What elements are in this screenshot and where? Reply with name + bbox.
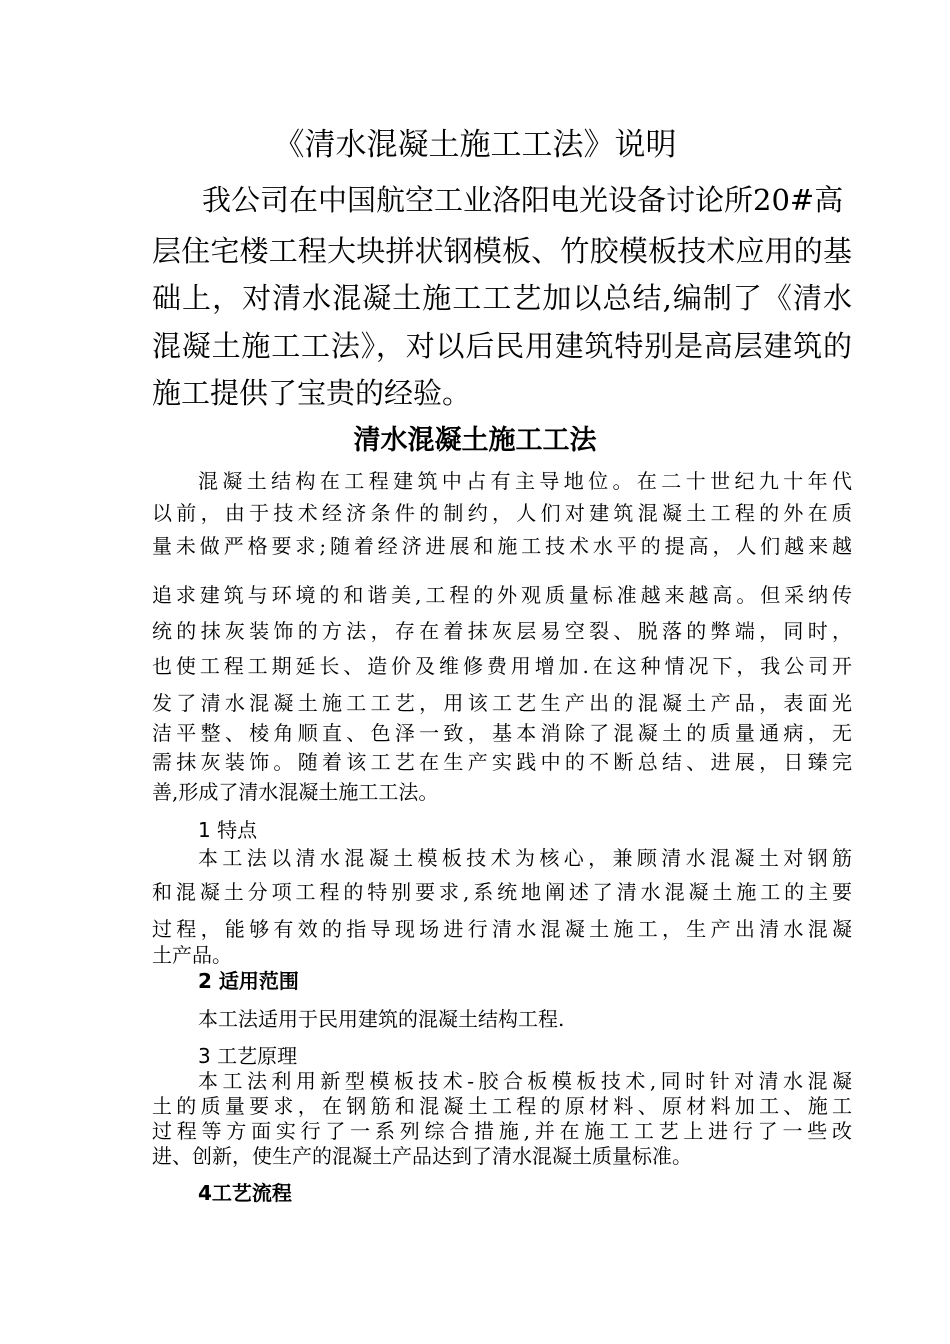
principle-line: 土的质量要求，在钢筋和混凝土工程的原材料、原材料加工、施工 <box>152 1094 852 1118</box>
intro-line: 施工提供了宝贵的经验。 <box>152 376 472 410</box>
features-line: 和混凝土分项工程的特别要求,系统地阐述了清水混凝土施工的主要 <box>152 880 852 904</box>
principle-line: 过程等方面实行了一系列综合措施,并在施工工艺上进行了一些改 <box>152 1119 852 1143</box>
intro-line: 础上，对清水混凝土施工工艺加以总结,编制了《清水 <box>152 281 852 315</box>
intro-line: 混凝土施工工法》，对以后民用建筑特别是高层建筑的 <box>152 329 852 363</box>
section-heading-flow: 4工艺流程 <box>198 1181 292 1205</box>
section-heading-scope: 2 适用范围 <box>198 969 299 993</box>
intro-line: 层住宅楼工程大块拼状钢模板、竹胶模板技术应用的基 <box>152 234 852 268</box>
overview-line: 追求建筑与环境的和谐美,工程的外观质量标准越来越高。但采纳传 <box>152 583 852 607</box>
section-heading-features: 1 特点 <box>198 818 258 842</box>
overview-line: 也使工程工期延长、造价及维修费用增加.在这种情况下，我公司开 <box>152 654 852 678</box>
overview-line: 发了清水混凝土施工工艺，用该工艺生产出的混凝土产品，表面光 <box>152 691 852 715</box>
section-heading-principle: 3 工艺原理 <box>198 1044 298 1068</box>
overview-line: 善,形成了清水混凝土施工工法。 <box>152 780 439 804</box>
overview-line: 以前，由于技术经济条件的制约，人们对建筑混凝土工程的外在质 <box>152 501 852 525</box>
principle-line: 进、创新，使生产的混凝土产品达到了清水混凝土质量标准。 <box>152 1144 692 1168</box>
scope-line: 本工法适用于民用建筑的混凝土结构工程. <box>198 1007 565 1031</box>
features-line: 土产品。 <box>152 943 232 967</box>
overview-line: 需抹灰装饰。随着该工艺在生产实践中的不断总结、进展，日臻完 <box>152 750 852 774</box>
overview-line: 量未做严格要求;随着经济进展和施工技术水平的提高，人们越来越 <box>152 534 852 558</box>
intro-line: 我公司在中国航空工业洛阳电光设备讨论所20#高 <box>202 183 844 217</box>
features-line: 本工法以清水混凝土模板技术为核心，兼顾清水混凝土对钢筋 <box>198 846 852 870</box>
document-title: 《清水混凝土施工工法》说明 <box>273 127 677 163</box>
features-line: 过程，能够有效的指导现场进行清水混凝土施工，生产出清水混凝 <box>152 917 852 941</box>
section-title: 清水混凝土施工工法 <box>353 425 597 456</box>
overview-line: 统的抹灰装饰的方法，存在着抹灰层易空裂、脱落的弊端，同时， <box>152 619 852 643</box>
overview-line: 混凝土结构在工程建筑中占有主导地位。在二十世纪九十年代 <box>198 469 852 493</box>
principle-line: 本工法利用新型模板技术-胶合板模板技术,同时针对清水混凝 <box>198 1069 852 1093</box>
overview-line: 洁平整、棱角顺直、色泽一致，基本消除了混凝土的质量通病，无 <box>152 721 852 745</box>
